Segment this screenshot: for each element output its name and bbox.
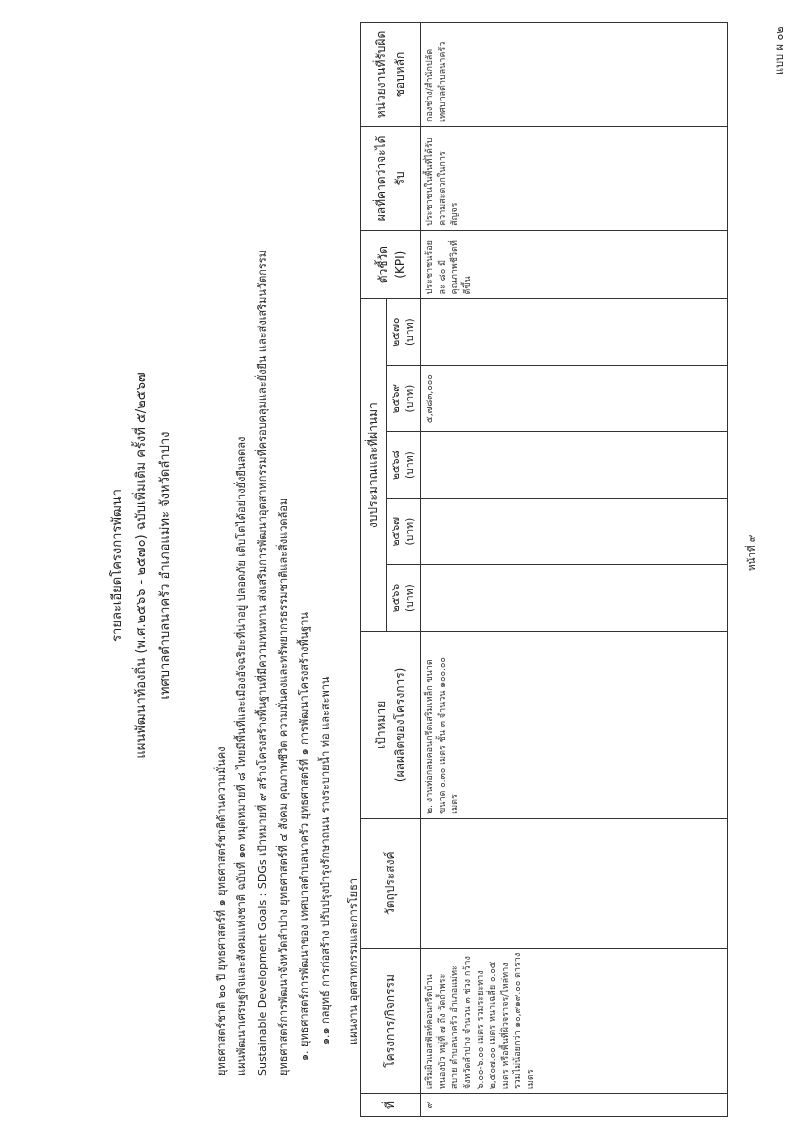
project-table	[360, 22, 728, 1117]
document-title: รายละเอียดโครงการพัฒนา	[110, 489, 125, 642]
program-plan: แผนงาน อุตสาหกรรมและการโยธา	[347, 878, 360, 1045]
local-strategy: ๑. ยุทธศาสตร์การพัฒนาของ เทศบาลตำบลนาครัว ยุทธศาสตร์ที่ ๑ การพัฒนาโครงสร้างพื้นฐาน	[298, 612, 311, 1061]
header-objective: วัตถุประสงค์	[361, 818, 421, 948]
form-code: แบบ ผ ๐๒	[773, 26, 786, 75]
year-unit: (บาท)	[403, 384, 416, 413]
row-kpi: ประชาชนร้อยละ ๘๐ มีคุณภาพชีวิตที่ดีขึ้น	[421, 230, 728, 299]
national-strategy: ยุทธศาสตร์ชาติ ๒๐ ปี ยุทธศาสตร์ที่ ๑ ยุทธศาสตร์ชาติด้านความมั่นคง	[215, 746, 228, 1076]
header-year-2567	[387, 498, 421, 564]
row-budget-2567	[421, 498, 728, 564]
year-unit: (บาท)	[403, 318, 416, 347]
row-budget-2569: ๕,๗๘๓,๐๐๐	[421, 365, 728, 431]
year-label: ๒๕๖๗	[390, 516, 402, 547]
header-year-2566	[387, 565, 421, 631]
header-year-2569	[387, 365, 421, 431]
row-budget-2570	[421, 299, 728, 365]
row-objective	[421, 818, 728, 948]
row-budget-2566	[421, 565, 728, 631]
row-unit: กองช่าง/สำนักปลัดเทศบาลตำบลนาครัว	[421, 23, 728, 127]
tactic: ๑.๑ กลยุทธ์ การก่อสร้าง ปรับปรุงบำรุงรักษาถนน รางระบายน้ำ ท่อ และสะพาน	[319, 676, 332, 1045]
row-no: ๙	[421, 1094, 728, 1117]
header-year-2570	[387, 299, 421, 365]
page-number: หน้าที่ ๙	[747, 534, 758, 571]
row-budget-2568	[421, 432, 728, 498]
header-result: ผลที่คาดว่าจะได้รับ	[361, 126, 421, 230]
header-kpi-label: ตัวชี้วัด	[376, 246, 391, 284]
header-unit: หน่วยงานที่รับผิดชอบหลัก	[361, 23, 421, 127]
year-label: ๒๕๖๘	[390, 450, 402, 480]
row-target: ๒. งานท่อกลมคอนกรีตเสริมเหล็ก ขนาด ขนาด ๐.๓๐ เมตร ชั้น ๓ จำนวน ๑๐๐.๐๐ เมตร	[421, 631, 728, 818]
header-target-label: เป้าหมาย	[373, 700, 388, 749]
year-label: ๒๕๖๙	[390, 384, 402, 414]
header-kpi	[361, 230, 421, 299]
header-target-sub: (ผลผลิตของโครงการ)	[392, 667, 407, 783]
year-unit: (บาท)	[403, 517, 416, 546]
header-target	[361, 631, 421, 818]
row-result: ประชาชนในพื้นที่ได้รับความสะดวกในการสัญจร	[421, 126, 728, 230]
plan-title: แผนพัฒนาท้องถิ่น (พ.ศ.๒๕๖๖ - ๒๕๗๐) ฉบับเพิ่มเติม ครั้งที่ ๕/๒๕๖๗	[134, 372, 149, 759]
header-budget: งบประมาณและที่ผ่านมา	[361, 299, 387, 631]
header-project: โครงการ/กิจกรรม	[361, 948, 421, 1093]
row-project: เสริมผิวแอสฟัลท์คอนกรีตบ้านหนองบัว หมู่ที่ ๗ ถึง วัดถ้ำพระสบาย ตำบลนาครัว อำเภอแม่ทะ จังหวัดลำปาง จำนวน ๓ ช่วง กว้าง ๖.๐๐-๖.๐๐ เมตร รวมระยะทาง ๒,๕๐๗.๐๐ เมตร หนาเฉลี่ย ๐.๐๕ เมตร หรือพื้นที่ผิวจราจร/ไหล่ทาง รวมไม่น้อยกว่า ๑๐,๙๑๙.๐๐ ตารางเมตร	[421, 948, 728, 1093]
province-strategy: ยุทธศาสตร์การพัฒนาจังหวัดลำปาง ยุทธศาสตร์ที่ ๔ สังคม คุณภาพชีวิต ความมั่นคงและทรัพยากรธรรมชาติและสิ่งแวดล้อม	[277, 497, 290, 1076]
year-unit: (บาท)	[403, 451, 416, 479]
sdg-goal: Sustainable Development Goals : SDGs เป้าหมายที่ ๙ สร้างโครงสร้างพื้นฐานที่มีความทนทาน ส่งเสริมการพัฒนาอุตสาหกรรมที่ครอบคลุมและยั่งยืน และส่งเสริมนวัตกรรม	[256, 250, 269, 1076]
year-unit: (บาท)	[403, 584, 416, 612]
national-economic-plan: แผนพัฒนาเศรษฐกิจและสังคมแห่งชาติ ฉบับที่ ๑๓ หมุดหมายที่ ๘ ไทยมีพื้นที่และเมืองอัจฉริยะที่น่าอยู่ ปลอดภัย เติบโตได้อย่างยั่งยืนลดลง	[235, 436, 248, 1076]
table-row	[421, 23, 728, 1117]
year-label: ๒๕๗๐	[390, 317, 402, 347]
header-no: ที่	[361, 1094, 421, 1117]
municipality-title: เทศบาลตำบลนาครัว อำเภอแม่ทะ จังหวัดลำปาง	[158, 431, 173, 700]
header-year-2568	[387, 432, 421, 498]
year-label: ๒๕๖๖	[390, 584, 402, 613]
header-kpi-sub: (KPI)	[393, 250, 408, 279]
